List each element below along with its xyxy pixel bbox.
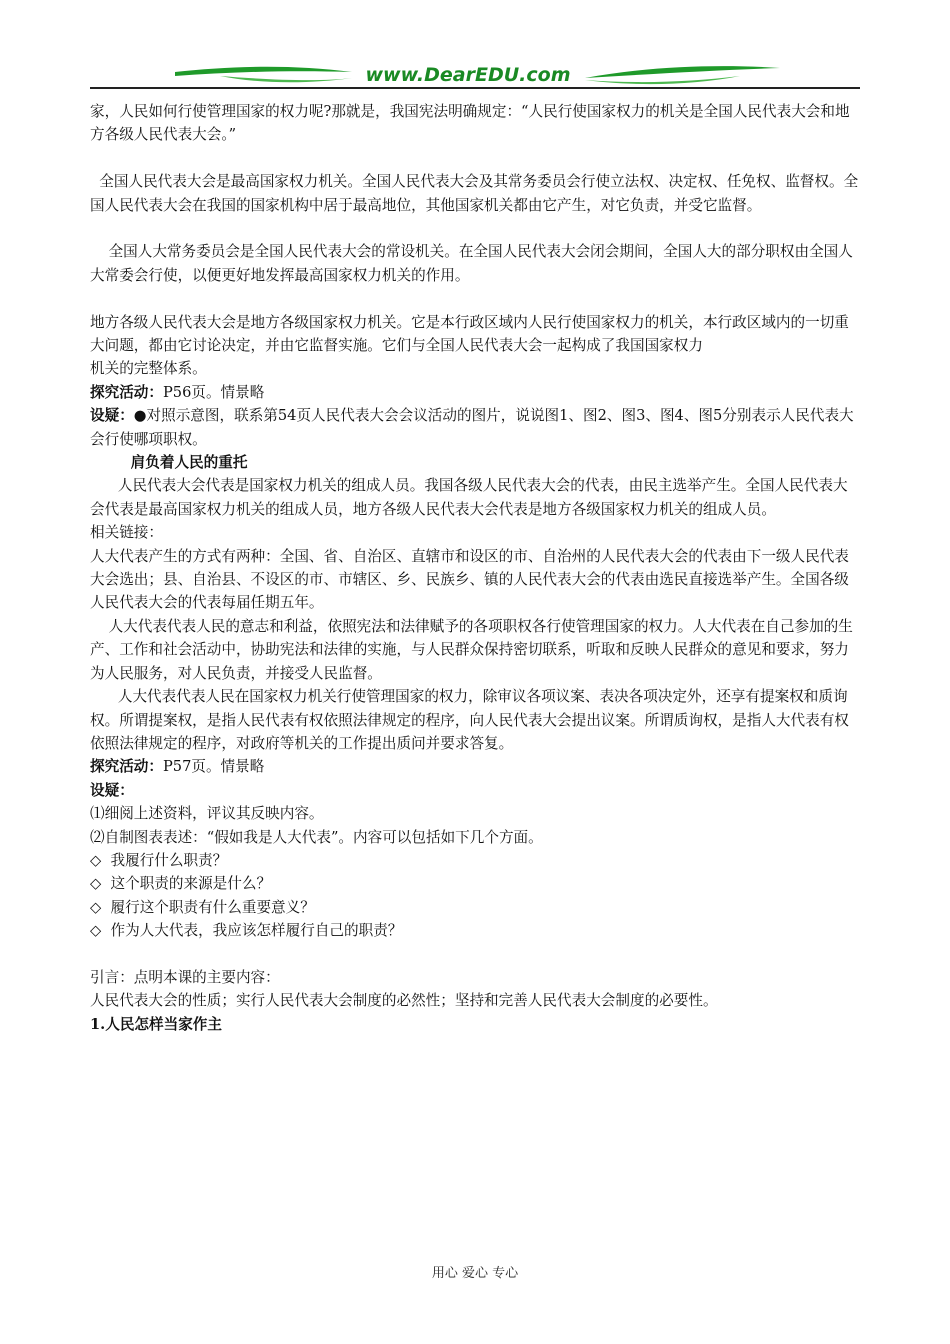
paragraph: 全国人民代表大会是最高国家权力机关。全国人民代表大会及其常务委员会行使立法权、决定权、任免权、监督权。全国人民代表大会在我国的国家机构中居于最高地位，其他国家机关都由它产生，对它负责，并受它监督。: [90, 173, 859, 214]
question-text: ●对照示意图，联系第54页人民代表大会会议活动的图片，说说图1、图2、图3、图4、图5分别表示人民代表大会行使哪项职权。: [90, 407, 854, 448]
intro-label: 引言：点明本课的主要内容：: [90, 968, 280, 986]
list-item: ⑵自制图表表述：“假如我是人大代表”。内容可以包括如下几个方面。: [90, 828, 543, 846]
question-label: 设疑：: [90, 407, 134, 425]
section-heading: 肩负着人民的重托: [90, 454, 248, 472]
page-footer: 用心 爱心 专心: [431, 1266, 519, 1281]
paragraph: 人大代表代表人民的意志和利益，依照宪法和法律赋予的各项职权各行使管理国家的权力。人大代表在自己参加的生产、工作和社会活动中，协助宪法和法律的实施，与人民群众保持密切联系，听取和反映人民群众的意见和要求，努力为人民服务，对人民负责，并接受人民监督。: [90, 617, 853, 682]
list-item: ◇ 我履行什么职责？: [90, 851, 228, 869]
logo-swoosh-icon: [90, 58, 860, 90]
paragraph: 人大代表代表人民在国家权力机关行使管理国家的权力，除审议各项议案、表决各项决定外，还享有提案权和质询权。所谓提案权，是指人民代表有权依照法律规定的程序，向人民代表大会提出议案。所谓质询权，是指人大代表有权依照法律规定的程序，对政府等机关的工作提出质问并要求答复。: [90, 688, 849, 752]
activity-label: 探究活动：: [90, 758, 163, 776]
paragraph: 机关的完整体系。: [90, 360, 207, 378]
paragraph: 家，人民如何行使管理国家的权力呢?那就是，我国宪法明确规定：“人民行使国家权力的机关是全国人民代表大会和地方各级人民代表大会。”: [90, 103, 850, 144]
list-item: ⑴细阅上述资料，评议其反映内容。: [90, 805, 324, 823]
blank-line: [90, 147, 862, 170]
site-header: [90, 58, 860, 90]
activity-line-2: [90, 755, 862, 778]
site-logo-text: www.DearEDU.com: [365, 64, 571, 86]
list-item: ◇ 这个职责的来源是什么？: [90, 875, 272, 893]
header-divider: [90, 87, 860, 89]
document-body: [90, 100, 862, 1036]
paragraph: 人民代表大会代表是国家权力机关的组成人员。我国各级人民代表大会的代表，由民主选举产生。全国人民代表大会代表是最高国家权力机关的组成人员，地方各级人民代表大会代表是地方各级国家权力机关的组成人员。: [90, 477, 848, 518]
activity-label: 探究活动：: [90, 383, 163, 401]
related-links-label: 相关链接：: [90, 524, 163, 542]
list-item: ◇ 作为人大代表，我应该怎样履行自己的职责？: [90, 922, 403, 940]
activity-text: P56页。情景略: [162, 383, 265, 401]
blank-line: [90, 287, 862, 310]
paragraph: 人大代表产生的方式有两种：全国、省、自治区、直辖市和设区的市、自治州的人民代表大会的代表由下一级人民代表大会选出；县、自治县、不设区的市、市辖区、乡、民族乡、镇的人民代表大会的代表由选民直接选举产生。全国各级人民代表大会的代表每届任期五年。: [90, 547, 849, 612]
blank-line: [90, 943, 862, 966]
blank-line: [90, 217, 862, 240]
activity-line-1: [90, 381, 862, 404]
question-line-1: [90, 404, 862, 451]
paragraph: 地方各级人民代表大会是地方各级国家权力机关。它是本行政区域内人民行使国家权力的机关，本行政区域内的一切重大问题，都由它讨论决定，并由它监督实施。它们与全国人民代表大会一起构成了我国国家权力: [90, 313, 849, 355]
intro-text: 人民代表大会的性质；实行人民代表大会制度的必然性；坚持和完善人民代表大会制度的必要性。: [90, 992, 718, 1010]
question-label-2: 设疑：: [90, 781, 134, 799]
activity-text: P57页。情景略: [162, 758, 265, 776]
list-item: ◇ 履行这个职责有什么重要意义？: [90, 898, 315, 916]
final-heading: 1.人民怎样当家作主: [90, 1015, 222, 1033]
paragraph: 全国人大常务委员会是全国人民代表大会的常设机关。在全国人民代表大会闭会期间，全国人大的部分职权由全国人大常委会行使，以便更好地发挥最高国家权力机关的作用。: [90, 243, 853, 284]
